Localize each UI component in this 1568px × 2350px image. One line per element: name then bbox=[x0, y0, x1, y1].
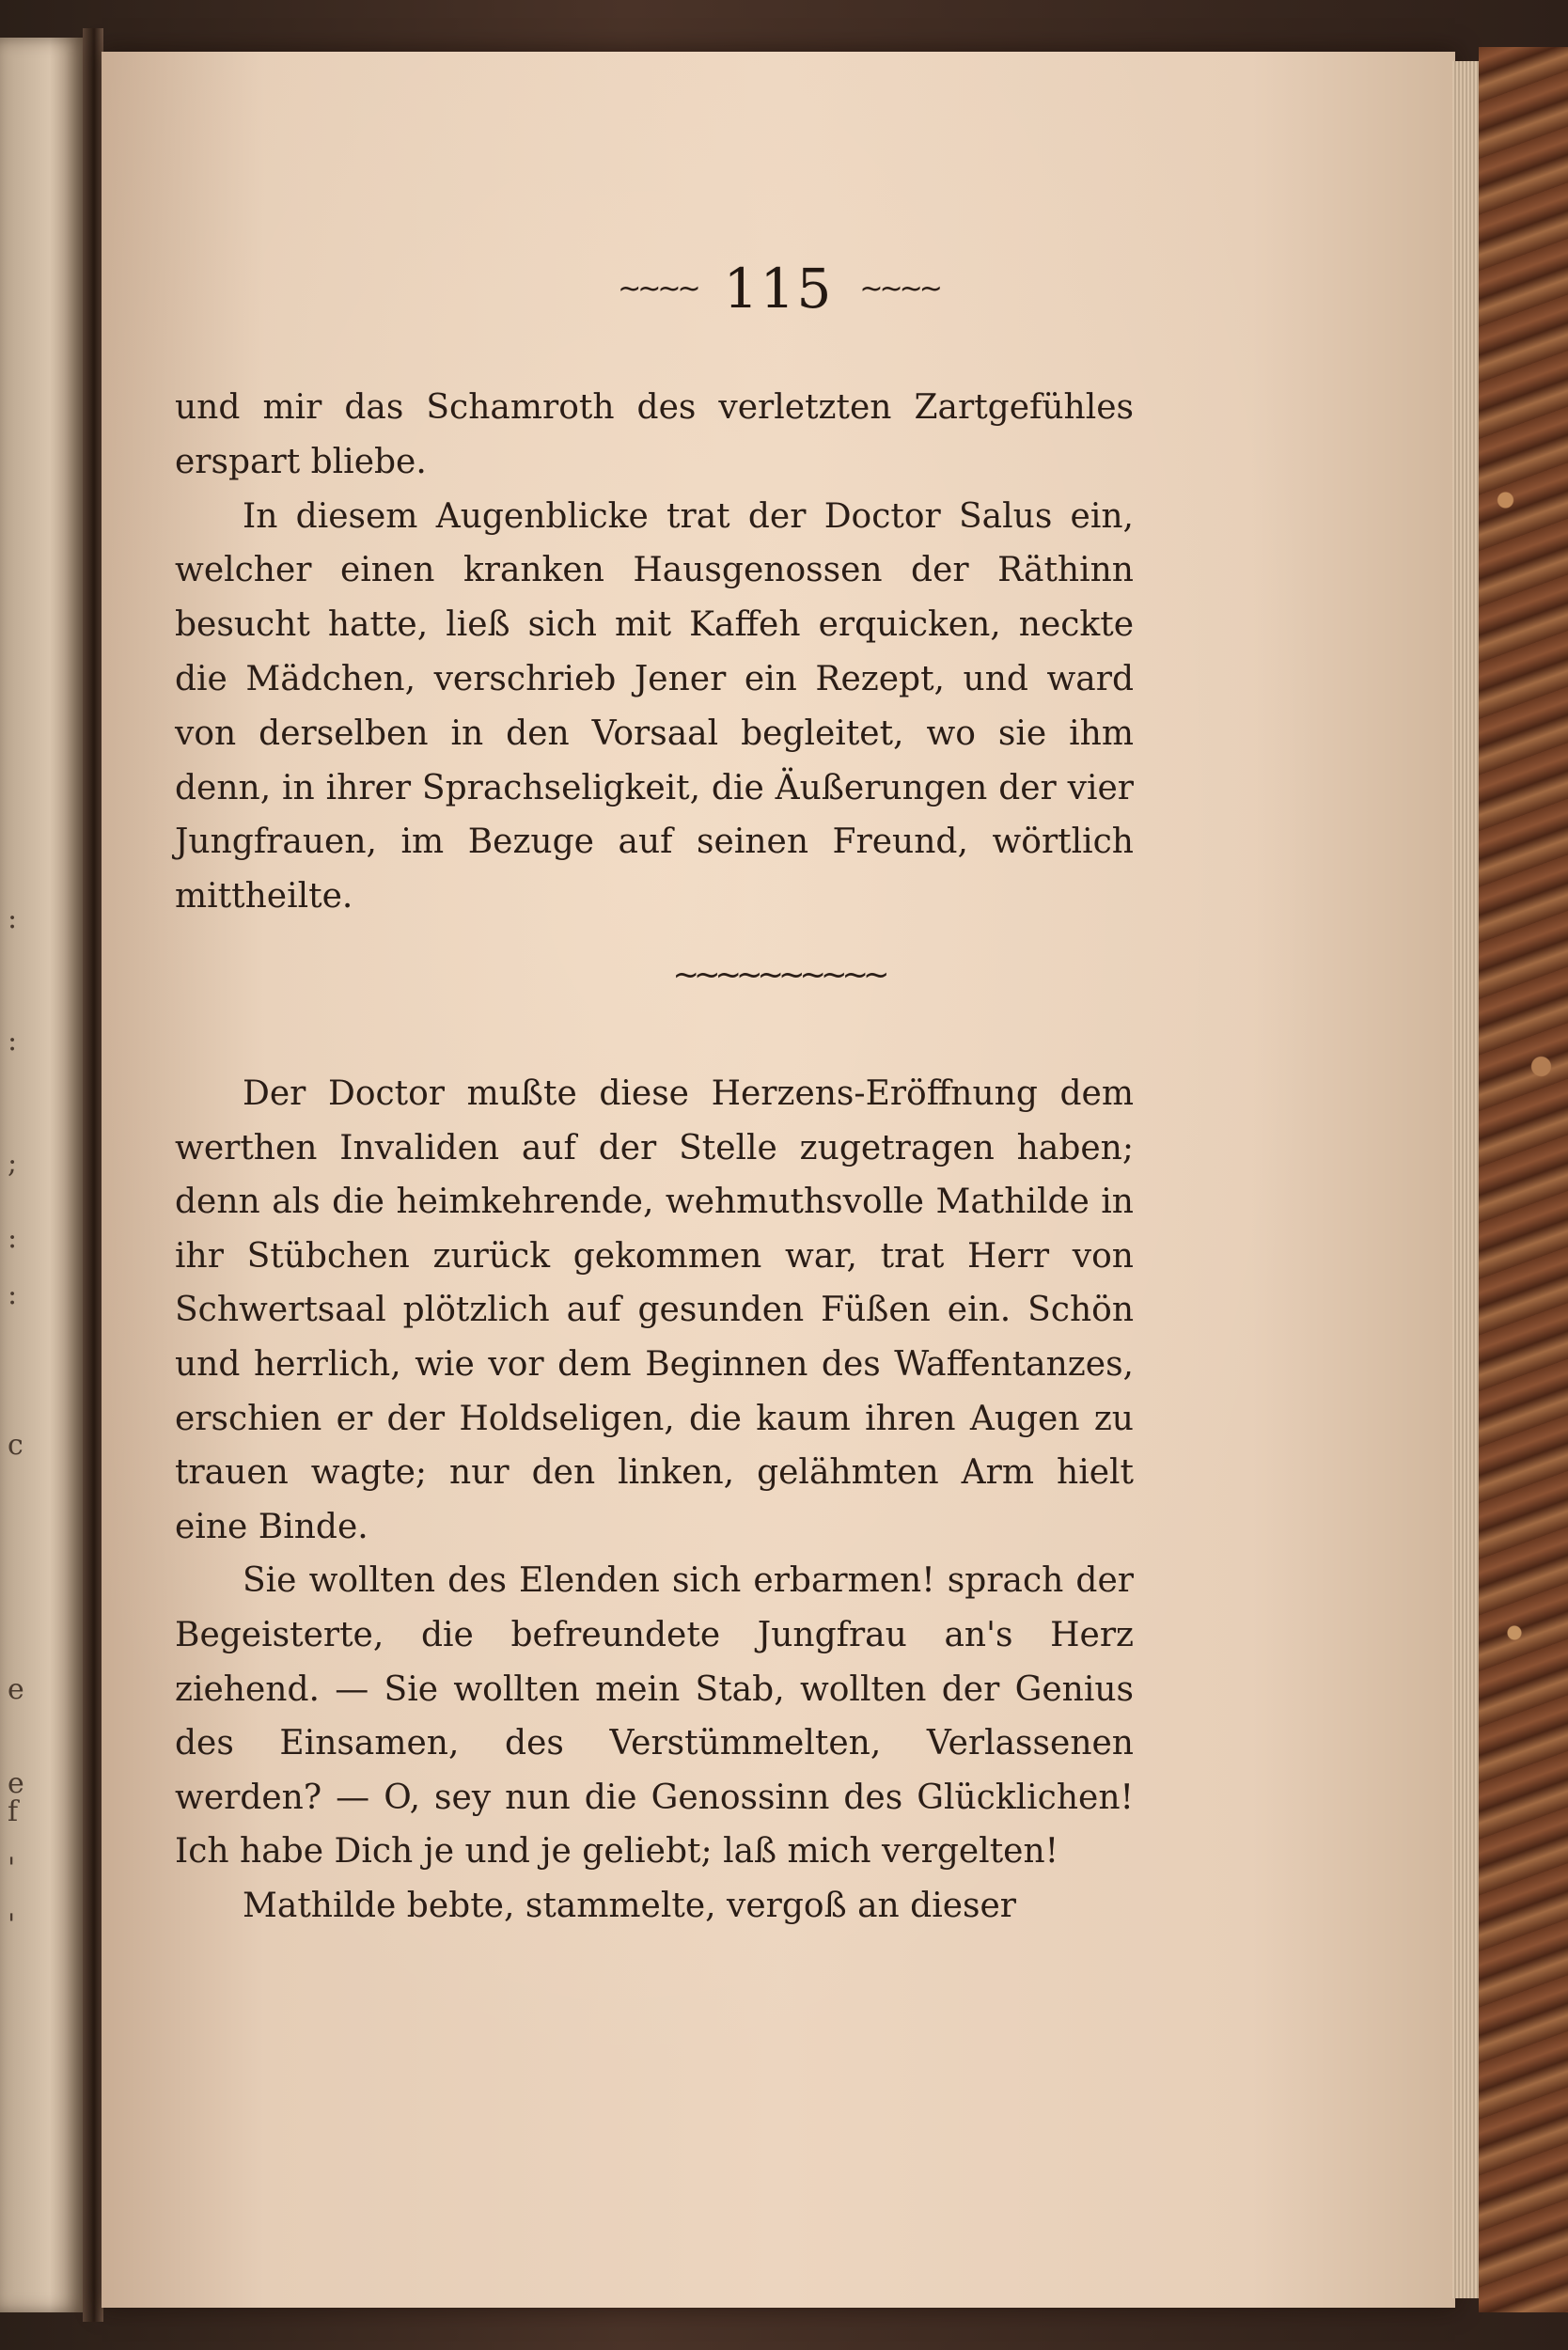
paragraph: In diesem Augenblicke trat der Doctor Salus ein, welcher einen kranken Hausgenossen der Räthinn besucht hatte, ließ sich mit Kaffeh erquicken, neckte die Mädchen, verschrieb Jener ein Rezept, und ward von derselben in den Vorsaal begleitet, wo sie ihm denn, in ihrer Sprachseligkeit, die Äußerungen der vier Jungfrauen, im Bezuge auf seinen Freund, wörtlich mittheilte. bbox=[175, 496, 1134, 916]
paragraph: Der Doctor mußte diese Herzens-Eröffnung dem werthen Invaliden auf der Stelle zugetragen haben; denn als die heimkehrende, wehmuthsvolle Mathilde in ihr Stübchen zurück gekommen war, trat Herr von Schwertsaal plötzlich auf gesunden Füßen ein. Schön und herrlich, wie vor dem Beginnen des Waffentanzes, erschien er der Holdseligen, die kaum ihren Augen zu trauen wagte; nur den linken, gelähmten Arm hielt eine Binde. bbox=[175, 1074, 1134, 1546]
page-number: 115 bbox=[723, 257, 834, 321]
section-divider-ornament: ~~~~~~~~~~ bbox=[672, 956, 885, 994]
text-section-one bbox=[175, 381, 1134, 924]
left-page-fragment: e bbox=[8, 1767, 24, 1800]
book-gutter bbox=[83, 28, 103, 2322]
book-page bbox=[102, 52, 1455, 2308]
left-page-fragment: : bbox=[8, 1278, 18, 1311]
left-page-fragment: ; bbox=[8, 1147, 18, 1180]
paragraph: und mir das Schamroth des verletzten Zartgefühles erspart bliebe. bbox=[175, 388, 1134, 481]
text-section-two bbox=[175, 1067, 1134, 1934]
left-page-fragment: f bbox=[8, 1795, 19, 1828]
left-page-fragment: ' bbox=[8, 1852, 16, 1885]
marbled-cover bbox=[1479, 47, 1568, 2312]
page-edges bbox=[1452, 61, 1479, 2298]
left-facing-page bbox=[0, 38, 83, 2312]
left-page-fragment: e bbox=[8, 1673, 24, 1706]
header-ornament-left: ~~~~ bbox=[618, 272, 698, 306]
left-page-fragment: : bbox=[8, 1222, 18, 1255]
left-page-fragment: : bbox=[8, 902, 18, 935]
left-page-fragment: c bbox=[8, 1429, 24, 1462]
paragraph: Sie wollten des Elenden sich erbarmen! sprach der Begeisterte, die befreundete Jungfrau an's Herz ziehend. — Sie wollten mein Stab, wollten der Genius des Einsamen, des Verstümmelten, Verlassenen werden? — O, sey nun die Genossinn des Glücklichen! Ich habe Dich je und je geliebt; laß mich vergelten! bbox=[175, 1561, 1134, 1872]
left-page-fragment: : bbox=[8, 1025, 18, 1058]
header-ornament-right: ~~~~ bbox=[859, 272, 939, 306]
left-page-fragment: ' bbox=[8, 1908, 16, 1941]
paragraph: Mathilde bebte, stammelte, vergoß an dieser bbox=[243, 1886, 1017, 1925]
running-head bbox=[102, 257, 1455, 321]
